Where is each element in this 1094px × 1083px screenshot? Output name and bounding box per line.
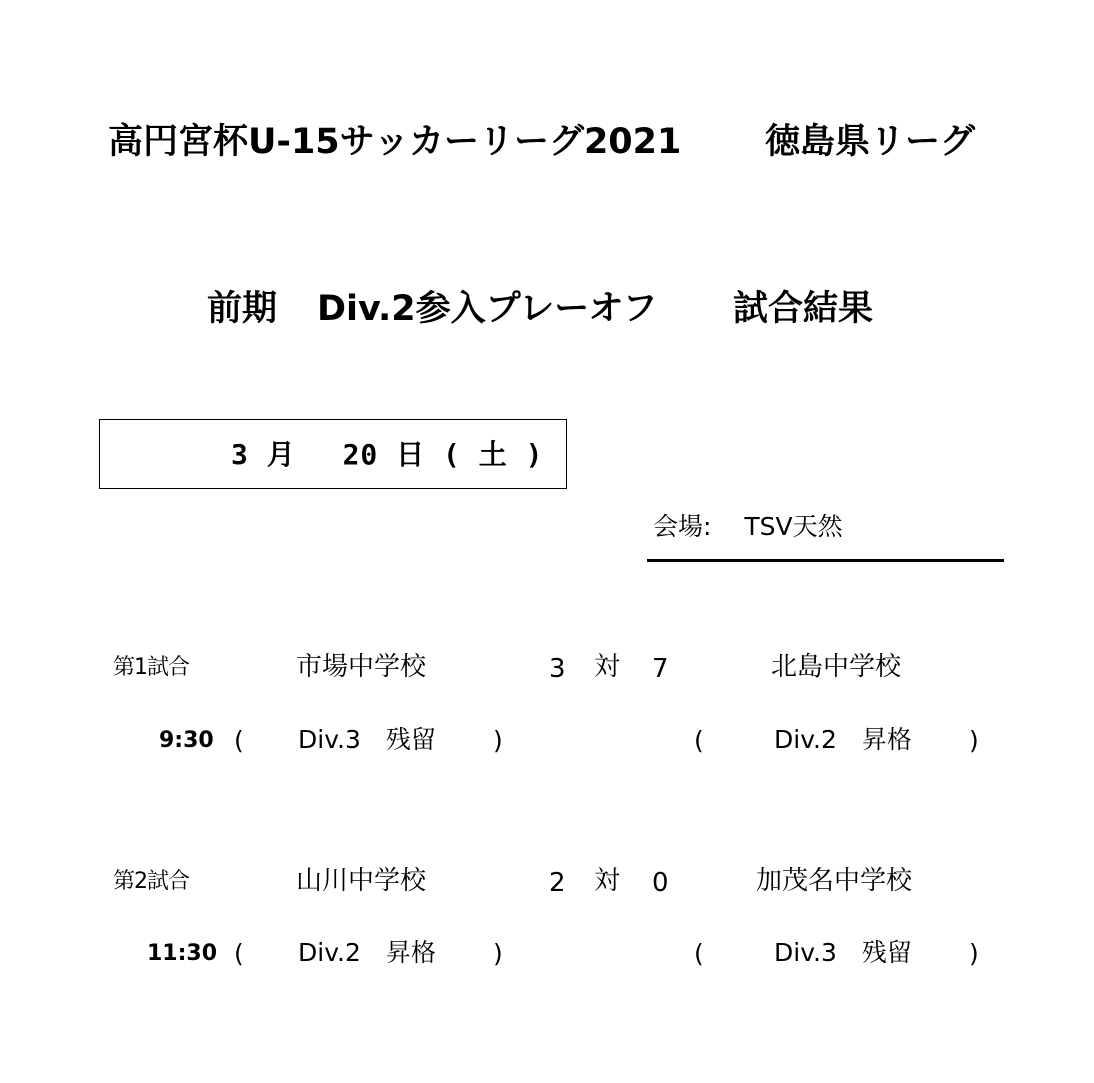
kickoff-time: 9:30 bbox=[159, 728, 214, 753]
date-box bbox=[99, 419, 567, 489]
home-status: Div.3 残留 bbox=[298, 725, 436, 754]
venue-label: 会場: TSV天然 bbox=[653, 512, 843, 541]
away-team: 北島中学校 bbox=[771, 652, 902, 682]
away-status: Div.3 残留 bbox=[774, 938, 912, 967]
page-subtitle-results: 試合結果 bbox=[733, 289, 874, 329]
away-status-open-paren: ( bbox=[694, 726, 704, 755]
home-status-close-paren: ) bbox=[493, 726, 503, 755]
home-score: 2 bbox=[549, 868, 566, 898]
away-status-close-paren: ) bbox=[969, 939, 979, 968]
away-score: 7 bbox=[652, 654, 669, 684]
home-status-close-paren: ) bbox=[493, 939, 503, 968]
home-status-open-paren: ( bbox=[234, 726, 244, 755]
versus-label: 対 bbox=[594, 652, 621, 682]
away-status: Div.2 昇格 bbox=[774, 725, 912, 754]
home-score: 3 bbox=[549, 654, 566, 684]
match-label: 第2試合 bbox=[113, 869, 189, 894]
page-title-league: 徳島県リーグ bbox=[765, 122, 976, 162]
away-score: 0 bbox=[652, 868, 669, 898]
away-status-close-paren: ) bbox=[969, 726, 979, 755]
page-subtitle-period: 前期 bbox=[207, 289, 278, 329]
venue-underline bbox=[647, 559, 1004, 562]
match-date: 3 月 20 日 ( 土 ) bbox=[231, 438, 544, 471]
page-title-main: 高円宮杯U-15サッカーリーグ2021 bbox=[108, 122, 682, 162]
home-status-open-paren: ( bbox=[234, 939, 244, 968]
away-status-open-paren: ( bbox=[694, 939, 704, 968]
away-team: 加茂名中学校 bbox=[756, 866, 913, 896]
home-status: Div.2 昇格 bbox=[298, 938, 436, 967]
home-team: 山川中学校 bbox=[296, 866, 427, 896]
match-label: 第1試合 bbox=[113, 655, 189, 680]
home-team: 市場中学校 bbox=[296, 652, 427, 682]
page-subtitle-event: Div.2参入プレーオフ bbox=[317, 289, 658, 329]
versus-label: 対 bbox=[594, 866, 621, 896]
kickoff-time: 11:30 bbox=[147, 941, 218, 966]
